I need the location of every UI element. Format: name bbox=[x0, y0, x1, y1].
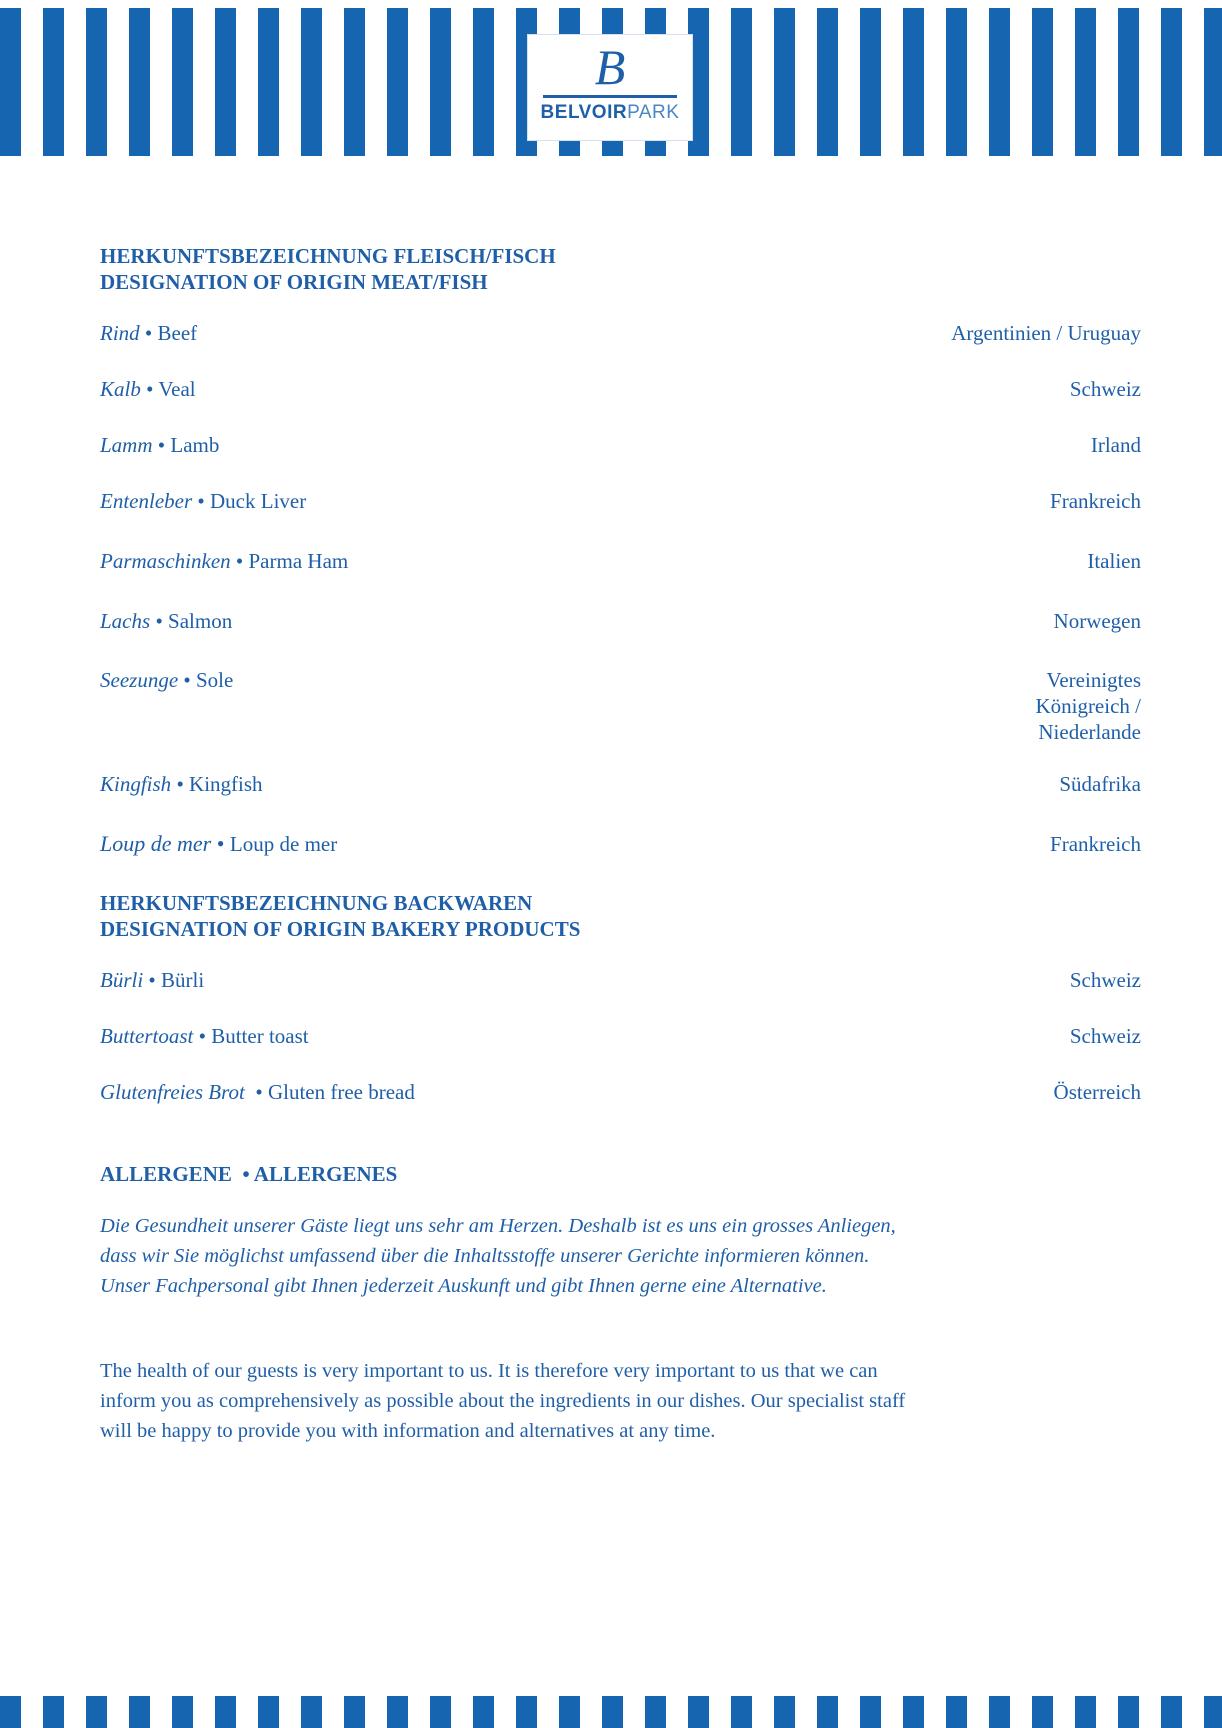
item-name-de: Seezunge bbox=[100, 668, 179, 692]
meat-fish-heading bbox=[100, 243, 556, 295]
item-origin: Schweiz bbox=[1069, 1024, 1141, 1048]
item-origin: Norwegen bbox=[1053, 609, 1141, 633]
item-name-de: Lamm bbox=[100, 433, 153, 457]
item-origin: Frankreich bbox=[1050, 832, 1141, 856]
logo-wordmark-light: PARK bbox=[627, 102, 680, 123]
meat-fish-heading-en: DESIGNATION OF ORIGIN MEAT/FISH bbox=[100, 270, 488, 294]
item-name bbox=[100, 548, 348, 574]
item-name bbox=[100, 831, 337, 857]
bullet-separator: • bbox=[150, 609, 169, 633]
logo-wordmark bbox=[528, 102, 692, 124]
belvoirpark-logo bbox=[527, 34, 693, 141]
bullet-separator: • bbox=[140, 377, 159, 401]
item-origin: Südafrika bbox=[1059, 772, 1141, 796]
item-name-en: Beef bbox=[157, 321, 198, 345]
item-origin: Frankreich bbox=[1050, 489, 1141, 513]
item-name bbox=[100, 320, 197, 346]
meat-fish-heading-de: HERKUNFTSBEZEICHNUNG FLEISCH/FISCH bbox=[100, 244, 556, 268]
allergens-heading: ALLERGENE • ALLERGENES bbox=[100, 1162, 398, 1186]
item-name-en: Bürli bbox=[161, 968, 205, 992]
bullet-separator: • bbox=[193, 1024, 212, 1048]
item-name bbox=[100, 488, 306, 514]
item-origin: Schweiz bbox=[1069, 377, 1141, 401]
allergens-text-de: Die Gesundheit unserer Gäste liegt uns sehr am Herzen. Deshalb ist es uns ein grosses Anliegen, dass wir Sie möglichst umfassend über die Inhaltsstoffe unserer Gerichte informieren können. Unser Fachpersonal gibt Ihnen jederzeit Auskunft und gibt Ihnen gerne eine Alternative. bbox=[100, 1215, 896, 1297]
bakery-heading-en: DESIGNATION OF ORIGIN BAKERY PRODUCTS bbox=[100, 917, 581, 941]
item-name bbox=[100, 608, 232, 634]
item-origin: Italien bbox=[1087, 549, 1141, 573]
item-name-en: Lamb bbox=[170, 433, 220, 457]
item-name-en: Kingfish bbox=[189, 772, 263, 796]
item-name-en: Gluten free bread bbox=[267, 1080, 415, 1104]
bullet-separator: • bbox=[211, 831, 230, 856]
bakery-heading-de: HERKUNFTSBEZEICHNUNG BACKWAREN bbox=[100, 891, 533, 915]
item-origin bbox=[1035, 667, 1141, 745]
allergens-text-en: The health of our guests is very important to us. It is therefore very important to us that we can inform you as comprehensively as possible about the ingredients in our dishes. Our specialist staff will be happy to provide you with information and alternatives at any time. bbox=[100, 1360, 906, 1442]
item-name bbox=[100, 432, 219, 458]
item-name-en: Butter toast bbox=[211, 1024, 309, 1048]
item-name-de: Entenleber bbox=[100, 489, 193, 513]
item-name-de: Kalb bbox=[100, 377, 141, 401]
item-origin-line: Königreich / bbox=[1035, 694, 1141, 718]
item-name-de: Lachs bbox=[100, 609, 151, 633]
bakery-heading bbox=[100, 890, 580, 942]
item-origin: Schweiz bbox=[1069, 968, 1141, 992]
item-origin: Irland bbox=[1090, 433, 1141, 457]
item-name-de: Rind bbox=[100, 321, 140, 345]
item-name bbox=[100, 967, 204, 993]
item-name-de: Parmaschinken bbox=[100, 549, 231, 573]
bullet-separator: • bbox=[244, 1080, 268, 1104]
item-origin-line: Niederlande bbox=[1038, 720, 1141, 744]
item-name-en: Parma Ham bbox=[248, 549, 349, 573]
item-name-en: Veal bbox=[158, 377, 196, 401]
bullet-separator: • bbox=[143, 968, 162, 992]
bullet-separator: • bbox=[230, 549, 249, 573]
bullet-separator: • bbox=[152, 433, 171, 457]
item-origin: Argentinien / Uruguay bbox=[951, 321, 1141, 345]
item-origin-line: Vereinigtes bbox=[1046, 668, 1141, 692]
item-name-en: Loup de mer bbox=[229, 832, 338, 856]
footer-stripe-band bbox=[0, 1696, 1222, 1728]
bullet-separator: • bbox=[178, 668, 196, 692]
item-origin: Österreich bbox=[1053, 1080, 1141, 1104]
item-name bbox=[100, 1079, 415, 1105]
bullet-separator: • bbox=[139, 321, 158, 345]
item-name-de: Buttertoast bbox=[100, 1024, 194, 1048]
item-name bbox=[100, 376, 196, 402]
item-name-de: Kingfish bbox=[100, 772, 172, 796]
item-name-de: Loup de mer bbox=[100, 831, 212, 856]
bullet-separator: • bbox=[171, 772, 190, 796]
item-name bbox=[100, 771, 263, 797]
item-name-de: Bürli bbox=[100, 968, 144, 992]
logo-divider bbox=[543, 95, 677, 98]
item-name bbox=[100, 1023, 309, 1049]
item-name-en: Duck Liver bbox=[210, 489, 307, 513]
item-name-en: Sole bbox=[196, 668, 234, 692]
bullet-separator: • bbox=[192, 489, 210, 513]
item-name-de: Glutenfreies Brot bbox=[100, 1080, 245, 1104]
logo-wordmark-bold: BELVOIR bbox=[540, 102, 628, 123]
logo-monogram: B bbox=[594, 39, 626, 95]
item-name-en: Salmon bbox=[168, 609, 233, 633]
item-name bbox=[100, 667, 233, 693]
